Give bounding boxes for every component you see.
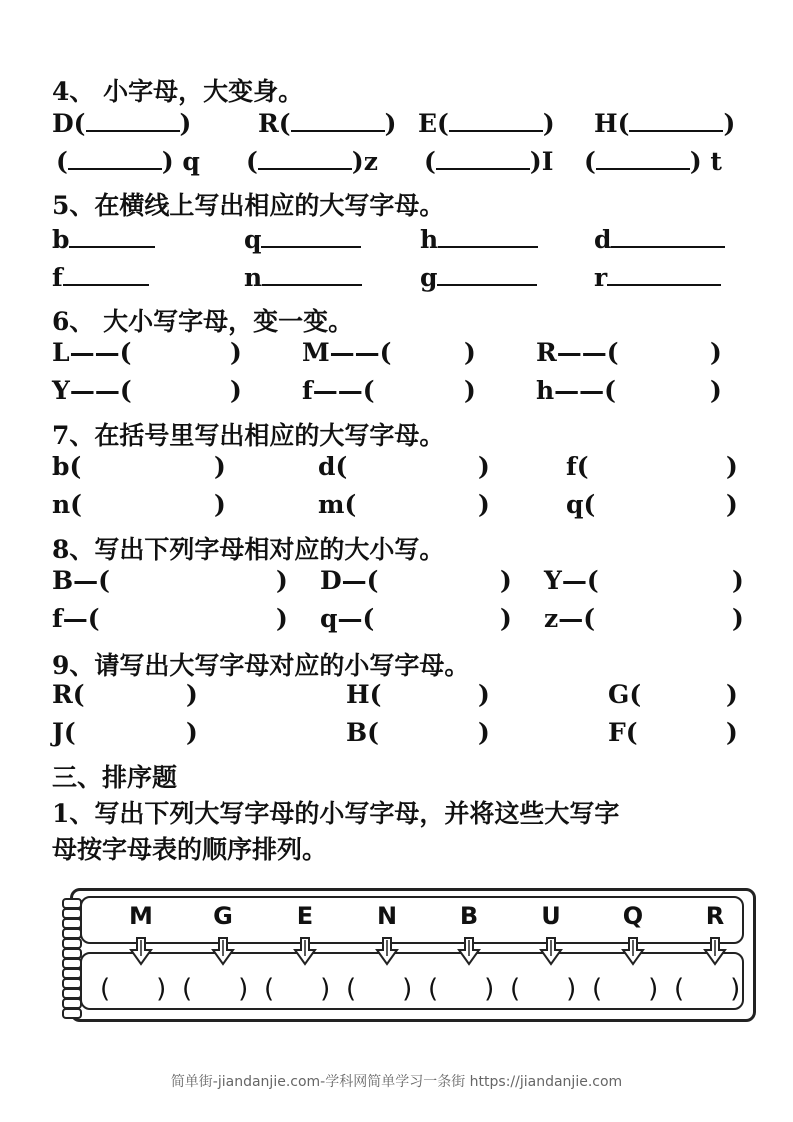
close-paren: ) [230,376,242,405]
close-paren: ) [478,452,490,481]
down-arrow-icon [126,936,156,966]
q5-item: b [52,224,155,254]
q9-item: B( [346,718,379,747]
close-paren: ) [186,718,198,747]
answer-parentheses[interactable]: ( ) [592,974,659,1004]
q8-item: D—( [320,566,379,595]
spiral-ring [62,1008,82,1019]
q7-item: b( [52,452,82,481]
q6-item: h——( [536,376,617,405]
answer-blank[interactable] [86,108,180,132]
answer-parentheses[interactable]: ( ) [346,974,413,1004]
q9-item: G( [608,680,642,709]
capital-letter: R [705,902,725,930]
close-paren: ) [214,490,226,519]
q4-item: ( ) t [584,147,722,176]
q6-row2 [0,376,793,416]
q7-row2 [0,490,793,530]
q7-title: 7、在括号里写出相应的大写字母。 [52,421,445,450]
capital-letter: Q [622,902,644,930]
close-paren: ) [726,680,738,709]
close-paren: ) [500,566,512,595]
q5-item: h [420,224,538,254]
q9-title: 9、请写出大写字母对应的小写字母。 [52,651,470,680]
q9-item: F( [608,718,638,747]
close-paren: ) [214,452,226,481]
answer-parentheses[interactable]: ( ) [674,974,741,1004]
sort-question-line1: 1、写出下列大写字母的小写字母，并将这些大写字 [52,799,620,828]
close-paren: ) [478,680,490,709]
q5-item: f [52,262,149,292]
answer-blank[interactable] [438,224,538,248]
down-arrow-icon [208,936,238,966]
q9-row2 [0,718,793,758]
q9-item: J( [52,718,76,747]
q6-item: M——( [302,338,392,367]
q5-title: 5、在横线上写出相应的大写字母。 [52,191,445,220]
answer-parentheses[interactable]: ( ) [182,974,249,1004]
down-arrow-icon [618,936,648,966]
q8-item: f—( [52,604,100,633]
capital-letter: M [129,902,153,930]
q4-item: ( )I [424,147,554,176]
close-paren: ) [500,604,512,633]
close-paren: ) [276,566,288,595]
close-paren: ) [710,338,722,367]
q7-row1 [0,452,793,492]
q4-title: 4、 小字母，大变身。 [52,77,304,106]
q8-title: 8、写出下列字母相对应的大小写。 [52,535,445,564]
capital-letter: G [213,902,233,930]
close-paren: ) [276,604,288,633]
q6-item: R——( [536,338,619,367]
notebook-frame [62,888,756,1024]
q7-item: q( [566,490,596,519]
close-paren: ) [732,604,744,633]
q5-item: d [594,224,725,254]
down-arrow-icon [700,936,730,966]
q6-row1 [0,338,793,378]
close-paren: ) [726,452,738,481]
answer-blank[interactable] [262,262,362,286]
q8-item: z—( [544,604,596,633]
capital-letter: U [541,902,561,930]
answer-parentheses[interactable]: ( ) [510,974,577,1004]
answer-blank[interactable] [449,108,543,132]
q6-item: L——( [52,338,132,367]
answer-parentheses[interactable]: ( ) [264,974,331,1004]
footer-watermark: 简单街-jiandanjie.com-学科网简单学习一条街 https://jiandanjie.com [170,1074,623,1090]
answer-blank[interactable] [63,262,149,286]
close-paren: ) [732,566,744,595]
answer-blank[interactable] [261,224,361,248]
close-paren: ) [464,376,476,405]
answer-blank[interactable] [258,146,352,170]
close-paren: ) [726,718,738,747]
close-paren: ) [710,376,722,405]
down-arrow-icon [454,936,484,966]
answer-blank[interactable] [611,224,725,248]
q6-item: Y——( [52,376,132,405]
q7-item: f( [566,452,589,481]
q6-item: f——( [302,376,375,405]
capital-letter: E [296,902,314,930]
q4-item: E( ) [418,109,555,138]
sort-question-line2: 母按字母表的顺序排列。 [52,835,328,864]
capital-letter: B [459,902,479,930]
close-paren: ) [186,680,198,709]
answer-blank[interactable] [436,146,530,170]
q4-item: H( ) [594,109,736,138]
close-paren: ) [464,338,476,367]
q7-item: m( [318,490,357,519]
close-paren: ) [478,490,490,519]
q5-item: r [594,262,721,292]
q5-item: g [420,262,537,292]
q5-item: n [244,262,362,292]
q4-item: R( ) [258,109,397,138]
q4-item: D( ) [52,109,192,138]
answer-blank[interactable] [607,262,721,286]
q8-item: Y—( [544,566,599,595]
q7-item: n( [52,490,83,519]
section3-title: 三、排序题 [52,763,178,792]
q5-item: q [244,224,361,254]
close-paren: ) [230,338,242,367]
q6-title: 6、 大小写字母，变一变。 [52,307,354,336]
answer-blank[interactable] [596,146,690,170]
q8-row1 [0,566,793,606]
q8-row2 [0,604,793,644]
q4-row2 [0,146,793,186]
q9-item: R( [52,680,85,709]
down-arrow-icon [372,936,402,966]
q8-item: B—( [52,566,110,595]
q9-row1 [0,680,793,720]
answer-parentheses[interactable]: ( ) [428,974,495,1004]
answer-parentheses[interactable]: ( ) [100,974,167,1004]
q4-row1 [0,108,793,148]
q8-item: q—( [320,604,375,633]
answer-blank[interactable] [629,108,723,132]
capital-letter: N [376,902,398,930]
answer-blank[interactable] [437,262,537,286]
q7-item: d( [318,452,348,481]
q4-item: ( ) q [56,147,200,176]
q4-item: ( )z [246,147,378,176]
close-paren: ) [478,718,490,747]
q5-row2 [0,262,793,302]
down-arrow-icon [536,936,566,966]
answer-blank[interactable] [291,108,385,132]
answer-blank[interactable] [68,146,162,170]
answer-blank[interactable] [69,224,155,248]
q9-item: H( [346,680,382,709]
down-arrow-icon [290,936,320,966]
close-paren: ) [726,490,738,519]
q5-row1 [0,224,793,264]
